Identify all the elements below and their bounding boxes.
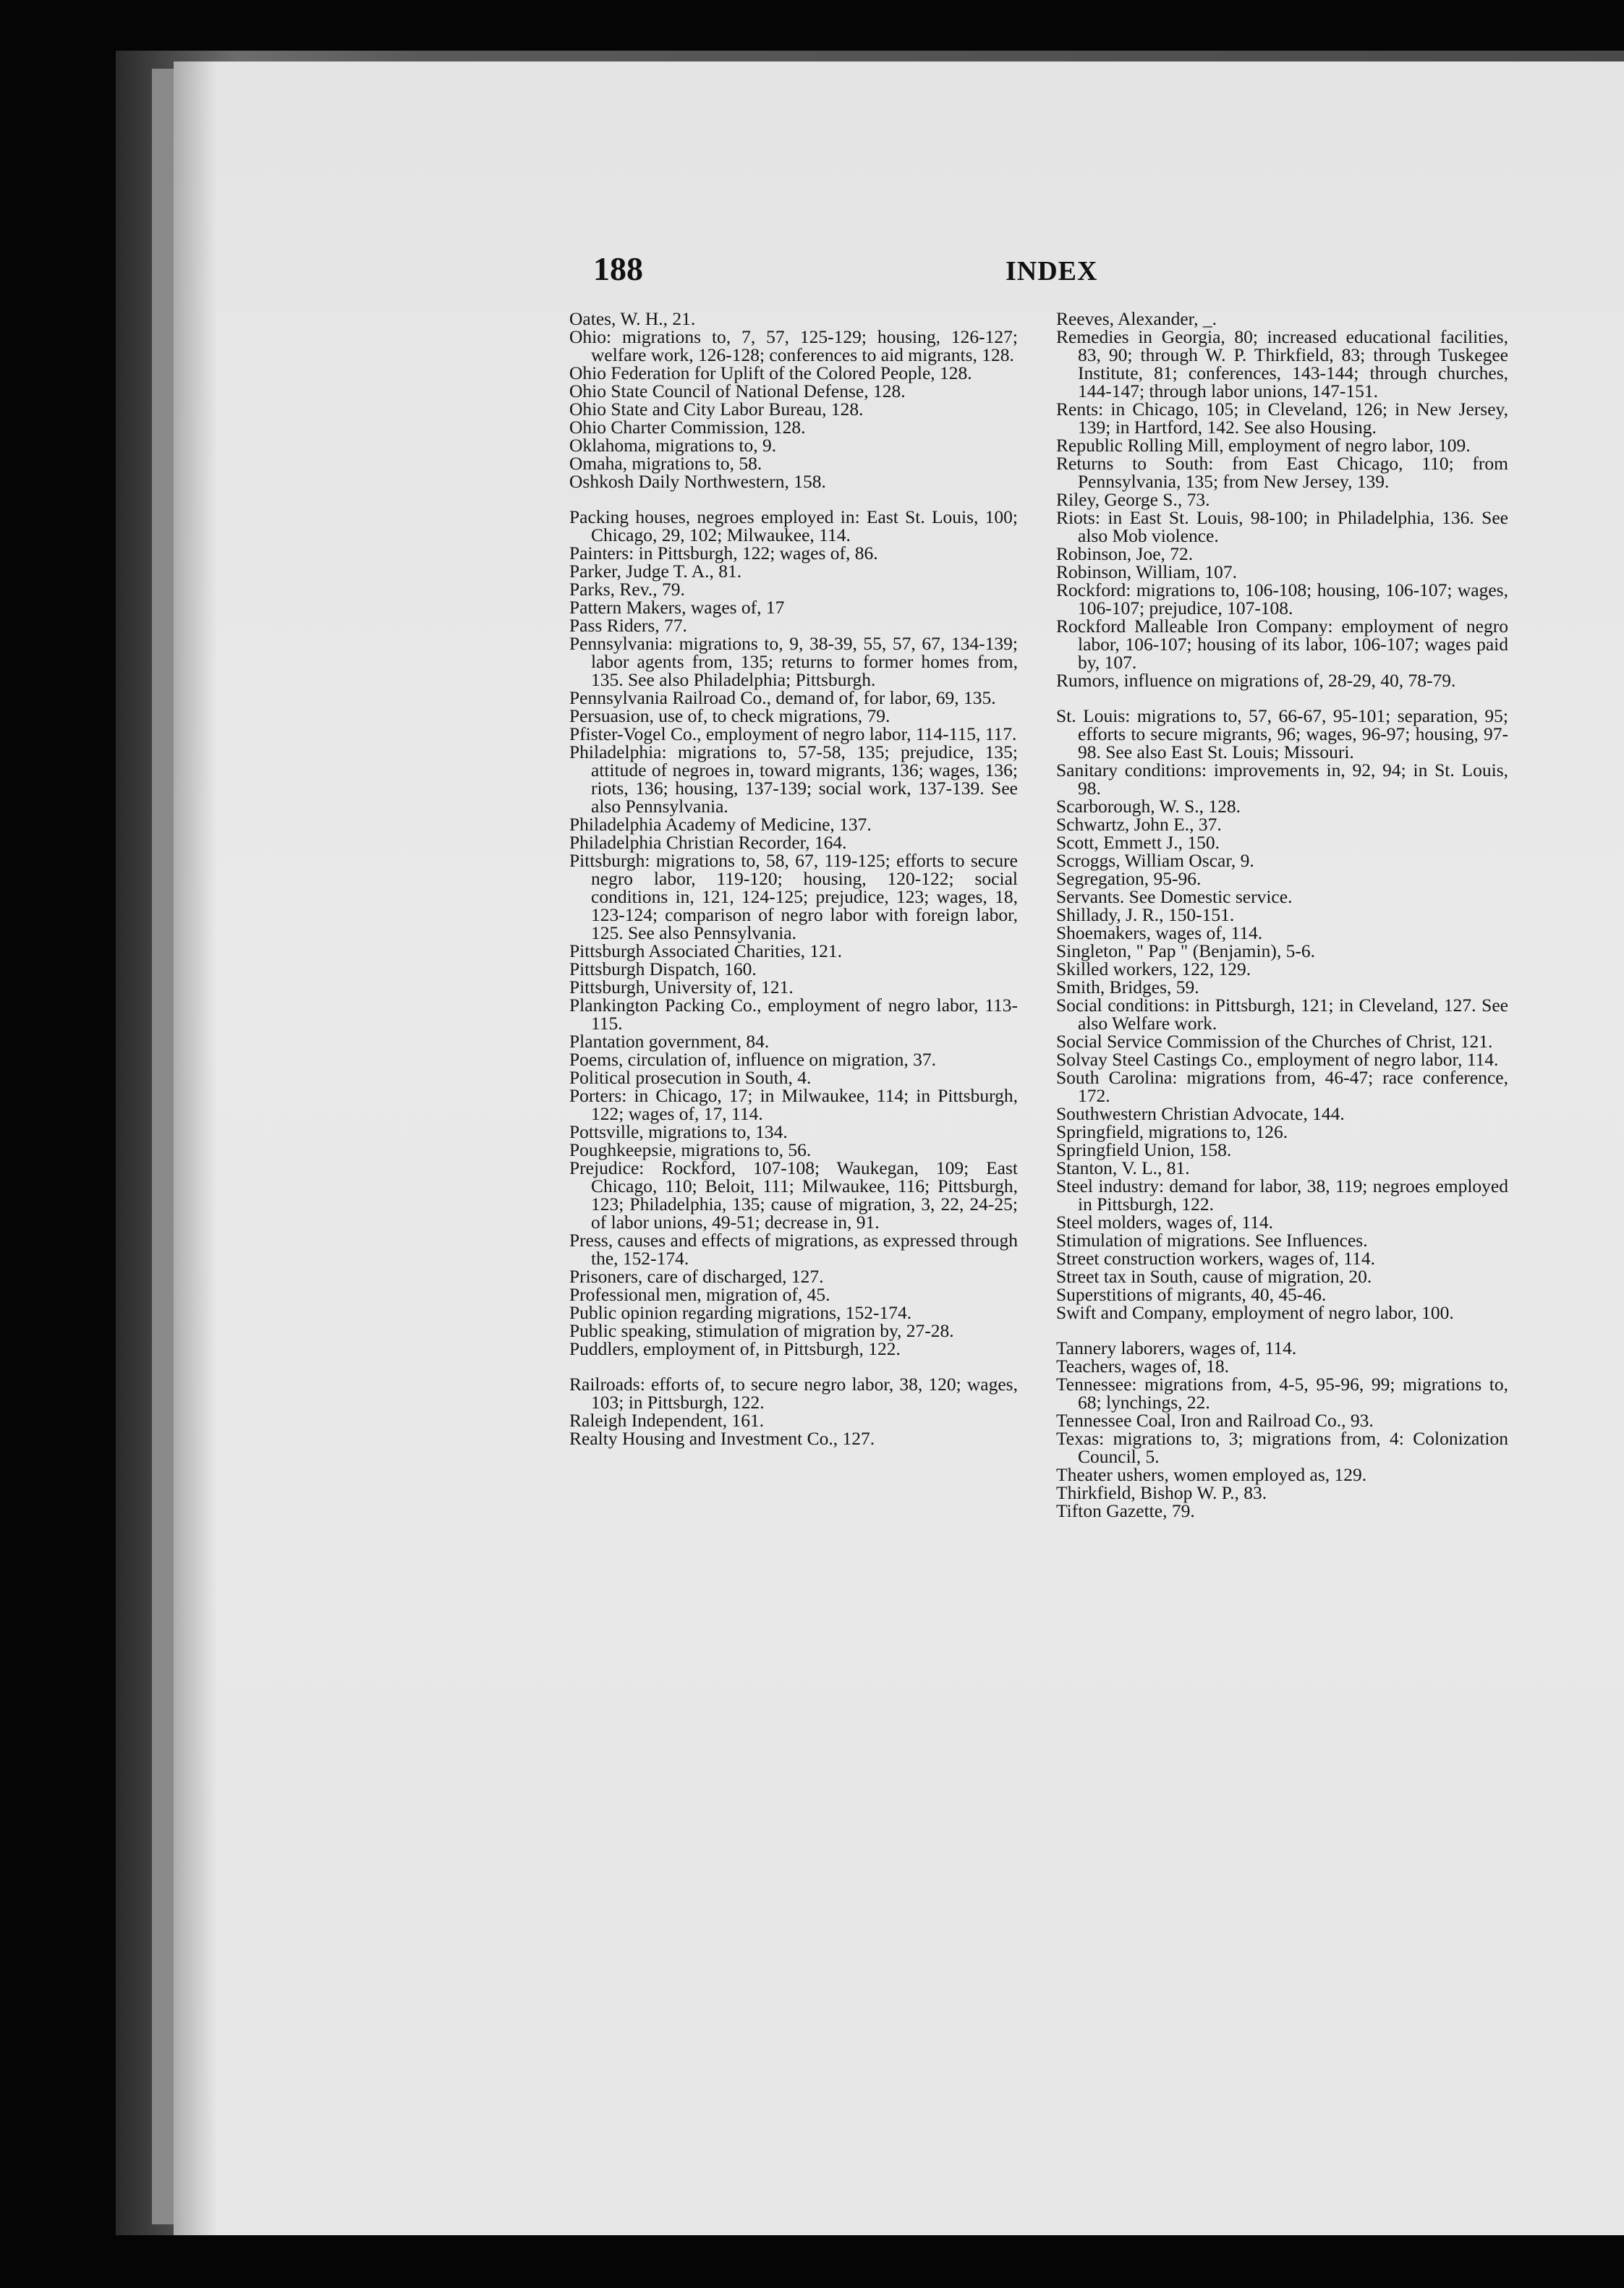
page-gutter-shadow <box>174 61 217 2235</box>
index-entry: Stanton, V. L., 81. <box>1056 1157 1190 1178</box>
index-entry: Tifton Gazette, 79. <box>1056 1500 1195 1521</box>
index-entry: Philadelphia Christian Recorder, 164. <box>569 832 847 853</box>
index-entry: Ohio State Council of National Defense, 128. <box>569 380 906 401</box>
index-entry: Pottsville, migrations to, 134. <box>569 1121 788 1142</box>
index-entry: Street construction workers, wages of, 114. <box>1056 1248 1375 1269</box>
index-column-right <box>1056 310 1508 1520</box>
index-entry: Parks, Rev., 79. <box>569 579 685 600</box>
index-entry: Press, causes and effects of migrations, as expressed through the, 152-174. <box>569 1230 1018 1269</box>
index-entry: Rockford: migrations to, 106-108; housing, 106-107; wages, 106-107; prejudice, 107-108. <box>1056 579 1508 618</box>
index-entry: Rents: in Chicago, 105; in Cleveland, 126; in New Jersey, 139; in Hartford, 142. See also Housing. <box>1056 399 1508 438</box>
index-entry: Republic Rolling Mill, employment of negro labor, 109. <box>1056 435 1471 456</box>
index-entry: Rumors, influence on migrations of, 28-29, 40, 78-79. <box>1056 670 1456 691</box>
index-entry: Steel industry: demand for labor, 38, 119; negroes employed in Pittsburgh, 122. <box>1056 1175 1508 1215</box>
index-entry: Sanitary conditions: improvements in, 92, 94; in St. Louis, 98. <box>1056 760 1508 799</box>
index-entry: Texas: migrations to, 3; migrations from, 4: Colonization Council, 5. <box>1056 1428 1508 1467</box>
index-entry: Rockford Malleable Iron Company: employment of negro labor, 106-107; housing of its labor, 106-107; wages paid by, 107. <box>1056 616 1508 673</box>
index-entry: Swift and Company, employment of negro labor, 100. <box>1056 1302 1454 1323</box>
index-entry: Pittsburgh, University of, 121. <box>569 977 794 998</box>
index-entry: Skilled workers, 122, 129. <box>1056 958 1251 979</box>
index-entry: Shillady, J. R., 150-151. <box>1056 904 1235 925</box>
index-entry: Southwestern Christian Advocate, 144. <box>1056 1103 1345 1124</box>
index-entry: Railroads: efforts of, to secure negro labor, 38, 120; wages, 103; in Pittsburgh, 122. <box>569 1374 1018 1413</box>
index-entry: Pittsburgh Associated Charities, 121. <box>569 940 843 961</box>
index-entry: Oklahoma, migrations to, 9. <box>569 435 777 456</box>
index-entry: Social Service Commission of the Churches of Christ, 121. <box>1056 1031 1493 1052</box>
index-entry: Public speaking, stimulation of migration by, 27-28. <box>569 1320 954 1341</box>
index-entry: Reeves, Alexander, _. <box>1056 308 1217 329</box>
index-entry: Scott, Emmett J., 150. <box>1056 832 1220 853</box>
index-column-left <box>569 310 1018 1447</box>
index-entry: Servants. See Domestic service. <box>1056 886 1293 907</box>
index-entry: Segregation, 95-96. <box>1056 868 1202 889</box>
index-entry: Ohio Federation for Uplift of the Colored People, 128. <box>569 362 972 383</box>
index-entry: Robinson, Joe, 72. <box>1056 543 1194 564</box>
page-header <box>0 250 1624 293</box>
index-entry: Puddlers, employment of, in Pittsburgh, 122. <box>569 1338 901 1359</box>
index-entry: Omaha, migrations to, 58. <box>569 453 762 474</box>
index-entry: Porters: in Chicago, 17; in Milwaukee, 114; in Pittsburgh, 122; wages of, 17, 114. <box>569 1085 1018 1124</box>
index-entry: Pennsylvania: migrations to, 9, 38-39, 55, 57, 67, 134-139; labor agents from, 135; returns to former homes from, 135. See also Philadelphia; Pittsburgh. <box>569 633 1018 690</box>
index-entry: Remedies in Georgia, 80; increased educational facilities, 83, 90; through W. P. Thirkfield, 83; through Tuskegee Institute, 81; conferences, 143-144; through churches, 144-147; through labor unions, 147-151. <box>1056 326 1508 401</box>
index-entry: Parker, Judge T. A., 81. <box>569 561 742 582</box>
index-entry: Realty Housing and Investment Co., 127. <box>569 1428 875 1449</box>
index-entry: Steel molders, wages of, 114. <box>1056 1212 1274 1233</box>
index-entry: Public opinion regarding migrations, 152-174. <box>569 1302 912 1323</box>
index-entry: Scroggs, William Oscar, 9. <box>1056 850 1254 871</box>
index-entry: Prejudice: Rockford, 107-108; Waukegan, 109; East Chicago, 110; Beloit, 111; Milwaukee, 116; Pittsburgh, 123; Philadelphia, 135; cause of migration, 3, 22, 24-25; of labor unions, 49-51; decrease in, 91. <box>569 1157 1018 1233</box>
cover-edge <box>152 69 174 2224</box>
index-entry: Pfister-Vogel Co., employment of negro labor, 114-115, 117. <box>569 723 1017 744</box>
index-entry: Ohio State and City Labor Bureau, 128. <box>569 399 864 420</box>
index-entry: Shoemakers, wages of, 114. <box>1056 922 1263 943</box>
index-entry: Social conditions: in Pittsburgh, 121; in Cleveland, 127. See also Welfare work. <box>1056 995 1508 1034</box>
index-entry: Solvay Steel Castings Co., employment of negro labor, 114. <box>1056 1049 1499 1070</box>
index-entry: Pittsburgh: migrations to, 58, 67, 119-125; efforts to secure negro labor, 119-120; housing, 120-122; social conditions in, 121, 124-125; prejudice, 123; wages, 18, 123-124; comparison of negro labor with foreign labor, 125. See also Pennsylvania. <box>569 850 1018 943</box>
index-entry: Springfield, migrations to, 126. <box>1056 1121 1288 1142</box>
index-entry: Poems, circulation of, influence on migration, 37. <box>569 1049 937 1070</box>
index-entry: Tannery laborers, wages of, 114. <box>1056 1337 1297 1358</box>
index-entry: Pass Riders, 77. <box>569 615 687 636</box>
index-entry: Political prosecution in South, 4. <box>569 1067 812 1088</box>
index-entry: Prisoners, care of discharged, 127. <box>569 1266 824 1287</box>
index-entry: Robinson, William, 107. <box>1056 561 1237 582</box>
index-entry: Tennessee Coal, Iron and Railroad Co., 93. <box>1056 1410 1374 1431</box>
index-entry: Packing houses, negroes employed in: East St. Louis, 100; Chicago, 29, 102; Milwaukee, 114. <box>569 506 1018 545</box>
index-entry: Pennsylvania Railroad Co., demand of, for labor, 69, 135. <box>569 687 996 708</box>
index-entry: Thirkfield, Bishop W. P., 83. <box>1056 1482 1267 1503</box>
page-number: 188 <box>593 250 643 287</box>
index-entry: Poughkeepsie, migrations to, 56. <box>569 1139 812 1160</box>
index-entry: Stimulation of migrations. See Influences. <box>1056 1230 1368 1251</box>
index-entry: Plantation government, 84. <box>569 1031 770 1052</box>
index-entry: Superstitions of migrants, 40, 45-46. <box>1056 1284 1327 1305</box>
index-entry: Teachers, wages of, 18. <box>1056 1356 1229 1377</box>
index-entry: Plankington Packing Co., employment of negro labor, 113-115. <box>569 995 1018 1034</box>
index-entry: Street tax in South, cause of migration, 20. <box>1056 1266 1372 1287</box>
index-entry: South Carolina: migrations from, 46-47; race conference, 172. <box>1056 1067 1508 1106</box>
index-entry: Painters: in Pittsburgh, 122; wages of, 86. <box>569 543 878 564</box>
page-title: INDEX <box>1006 256 1098 286</box>
index-entry: Philadelphia: migrations to, 57-58, 135; prejudice, 135; attitude of negroes in, toward migrants, 136; wages, 136; riots, 136; housing, 137-139; social work, 137-139. See also Pennsylvania. <box>569 741 1018 817</box>
index-entry: St. Louis: migrations to, 57, 66-67, 95-101; separation, 95; efforts to secure migrants, 96; wages, 96-97; housing, 97-98. See also East St. Louis; Missouri. <box>1056 705 1508 762</box>
index-entry: Raleigh Independent, 161. <box>569 1410 765 1431</box>
index-entry: Oates, W. H., 21. <box>569 308 696 329</box>
index-entry: Ohio: migrations to, 7, 57, 125-129; housing, 126-127; welfare work, 126-128; conferences to aid migrants, 128. <box>569 326 1018 365</box>
index-entry: Returns to South: from East Chicago, 110; from Pennsylvania, 135; from New Jersey, 139. <box>1056 453 1508 492</box>
index-entry: Scarborough, W. S., 128. <box>1056 796 1241 817</box>
index-entry: Riley, George S., 73. <box>1056 489 1210 510</box>
index-entry: Smith, Bridges, 59. <box>1056 977 1199 998</box>
index-entry: Singleton, " Pap " (Benjamin), 5-6. <box>1056 940 1315 961</box>
index-entry: Theater ushers, women employed as, 129. <box>1056 1464 1367 1485</box>
index-entry: Springfield Union, 158. <box>1056 1139 1232 1160</box>
index-entry: Pattern Makers, wages of, 17 <box>569 597 785 618</box>
index-entry: Professional men, migration of, 45. <box>569 1284 830 1305</box>
index-entry: Tennessee: migrations from, 4-5, 95-96, 99; migrations to, 68; lynchings, 22. <box>1056 1374 1508 1413</box>
index-entry: Persuasion, use of, to check migrations, 79. <box>569 705 890 726</box>
index-entry: Ohio Charter Commission, 128. <box>569 417 806 438</box>
index-entry: Riots: in East St. Louis, 98-100; in Philadelphia, 136. See also Mob violence. <box>1056 507 1508 546</box>
index-entry: Schwartz, John E., 37. <box>1056 814 1222 835</box>
index-entry: Oshkosh Daily Northwestern, 158. <box>569 471 826 492</box>
index-entry: Pittsburgh Dispatch, 160. <box>569 958 757 979</box>
index-entry: Philadelphia Academy of Medicine, 137. <box>569 814 872 835</box>
